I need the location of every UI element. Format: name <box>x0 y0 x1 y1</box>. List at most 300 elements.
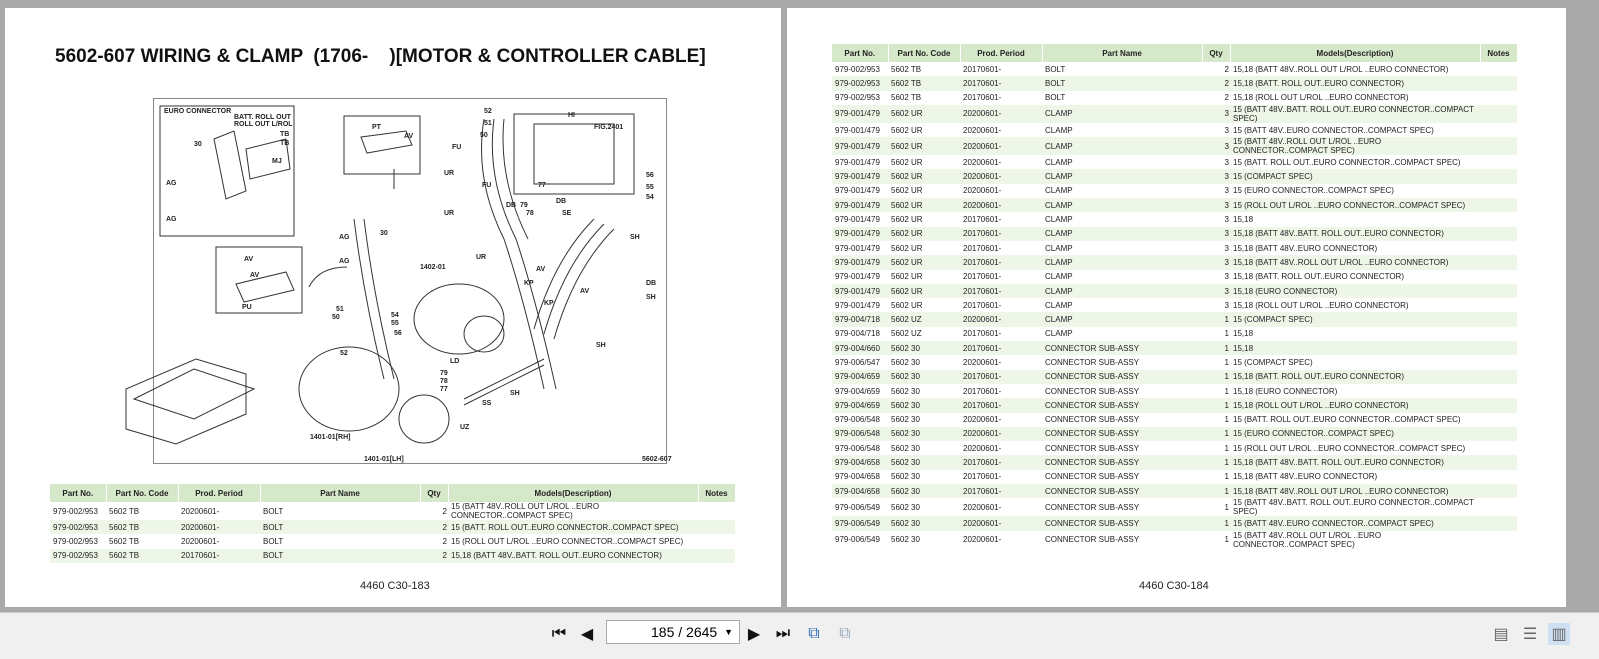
table-cell: 979-002/953 <box>835 93 880 103</box>
table-cell: 15 (COMPACT SPEC) <box>1230 169 1480 183</box>
table-cell: 5602 UR <box>891 272 923 282</box>
table-row <box>832 212 1517 226</box>
table-header <box>832 44 1517 62</box>
table-cell <box>1480 413 1517 427</box>
table-row <box>832 516 1517 530</box>
table-cell: CLAMP <box>1045 215 1073 225</box>
table-cell: 979-002/953 <box>53 536 98 546</box>
table-row <box>832 413 1517 427</box>
table-cell: CLAMP <box>1045 125 1073 135</box>
table-cell: 20200601- <box>963 186 1002 196</box>
table-cell: 5602 30 <box>888 341 960 355</box>
table-cell: 3 <box>1202 198 1230 212</box>
diagram-callout-label: UR <box>444 170 455 177</box>
table-cell: 979-001/479 <box>835 300 880 310</box>
parts-table-left <box>50 484 736 563</box>
table-cell: 1 <box>1224 502 1229 512</box>
table-cell: 15 (ROLL OUT L/ROL ..EURO CONNECTOR..COMPACT SPEC) <box>1230 198 1480 212</box>
table-cell: 20170601- <box>960 227 1042 241</box>
table-cell <box>1480 284 1517 298</box>
chevron-down-icon[interactable]: ▼ <box>724 627 733 637</box>
table-cell: 2 <box>420 549 448 563</box>
table-cell: 979-001/479 <box>835 243 880 253</box>
table-cell <box>698 502 735 520</box>
table-cell: BOLT <box>263 536 284 546</box>
diagram-callout-label: UR <box>476 254 487 261</box>
diagram-callout-label: UR <box>444 210 455 217</box>
table-cell: 5602 30 <box>891 502 920 512</box>
table-cell: 15,18 (BATT 48V..EURO CONNECTOR) <box>1233 243 1378 253</box>
diagram-callout-label: AV <box>404 133 414 140</box>
table-cell: 20170601- <box>963 472 1002 482</box>
table-cell: 20200601- <box>178 520 260 534</box>
diagram-callout-label: AV <box>244 256 254 263</box>
diagram-callout-label: 30 <box>380 230 388 237</box>
table-cell: 15,18 <box>1233 215 1254 225</box>
table-cell: 20170601- <box>963 300 1002 310</box>
table-cell: 1 <box>1224 357 1229 367</box>
table-cell: CLAMP <box>1042 284 1202 298</box>
diagram-callout-label: KP <box>544 300 554 307</box>
page-title: 5602-607 WIRING & CLAMP (1706- )[MOTOR & CONTROLLER CABLE] <box>55 46 706 67</box>
table-cell: CONNECTOR SUB-ASSY <box>1045 502 1140 512</box>
diagram-callout-label: 51 <box>336 306 344 313</box>
table-cell <box>698 534 735 548</box>
table-cell <box>1480 212 1517 226</box>
table-cell: 15,18 (BATT 48V..BATT. ROLL OUT..EURO CONNECTOR) <box>1230 455 1480 469</box>
column-header: Part Name <box>1042 44 1202 62</box>
table-cell: 20200601- <box>963 443 1002 453</box>
table-cell: 20170601- <box>960 398 1042 412</box>
table-cell: 1 <box>1202 455 1230 469</box>
table-cell: 20170601- <box>963 329 1002 339</box>
diagram-code: 5602-607 <box>642 456 672 463</box>
table-cell: 20200601- <box>960 198 1042 212</box>
diagram-callout-label: 51 <box>484 120 492 127</box>
table-row <box>832 137 1517 155</box>
table-cell: 979-006/549 <box>832 516 888 530</box>
table-cell: 5602 UR <box>888 284 960 298</box>
table-cell: 20200601- <box>960 105 1042 123</box>
diagram-callout-label: KP <box>524 280 534 287</box>
table-cell: 3 <box>1224 300 1229 310</box>
parts-table-right <box>832 44 1518 549</box>
column-header: Prod. Period <box>178 484 260 502</box>
table-cell: 1 <box>1224 329 1229 339</box>
table-cell: 5602 UZ <box>891 329 922 339</box>
diagram-callout-label: ROLL OUT L/ROL <box>234 121 293 128</box>
table-cell: CLAMP <box>1045 272 1073 282</box>
single-page-view-button[interactable] <box>1491 623 1511 645</box>
table-cell: CONNECTOR SUB-ASSY <box>1045 415 1140 425</box>
table-row <box>832 241 1517 255</box>
table-cell: 20170601- <box>963 93 1002 103</box>
table-cell: 5602 UR <box>888 255 960 269</box>
table-cell: 15,18 (BATT. ROLL OUT..EURO CONNECTOR) <box>1230 370 1480 384</box>
table-cell: 5602 UZ <box>888 312 960 326</box>
diagram-callout-label: AG <box>166 216 177 223</box>
table-cell: 979-002/953 <box>53 506 98 516</box>
table-cell: 15 (EURO CONNECTOR..COMPACT SPEC) <box>1233 186 1394 196</box>
table-cell <box>1480 441 1517 455</box>
table-cell: 5602 30 <box>891 443 920 453</box>
table-row <box>832 312 1517 326</box>
table-cell: 20200601- <box>960 137 1042 155</box>
diagram-callout-label: SH <box>646 294 656 301</box>
table-cell: 5602 UR <box>888 169 960 183</box>
column-header: Qty <box>420 484 448 502</box>
go-back-view-icon: ⧉ <box>808 625 820 642</box>
diagram-callout-label: 50 <box>480 132 488 139</box>
diagram-callout-label: DB <box>506 202 517 209</box>
diagram-callout-label: TB <box>280 131 290 138</box>
table-cell: 5602 TB <box>109 536 140 546</box>
go-forward-view-icon: ⧉ <box>839 625 851 642</box>
table-cell: 5602 UR <box>891 243 923 253</box>
two-page-view-button[interactable] <box>1548 623 1570 645</box>
table-cell: CONNECTOR SUB-ASSY <box>1045 472 1140 482</box>
last-page-button[interactable] <box>773 623 793 645</box>
table-cell: CLAMP <box>1042 105 1202 123</box>
table-cell: 5602 TB <box>109 506 140 516</box>
table-cell: 15,18 (EURO CONNECTOR) <box>1233 386 1338 396</box>
table-cell: 5602 UR <box>891 157 923 167</box>
table-cell <box>1480 270 1517 284</box>
table-cell: CONNECTOR SUB-ASSY <box>1045 535 1140 545</box>
table-row <box>832 227 1517 241</box>
table-cell: 15 (ROLL OUT L/ROL ..EURO CONNECTOR..COMPACT SPEC) <box>1233 443 1466 453</box>
table-cell <box>1480 498 1517 516</box>
next-page-button[interactable] <box>745 623 763 645</box>
table-cell: 979-002/953 <box>832 76 888 90</box>
table-cell: 5602 TB <box>106 549 178 563</box>
column-header: Qty <box>1202 44 1230 62</box>
table-cell: BOLT <box>263 506 284 516</box>
table-row <box>832 384 1517 398</box>
diagram-callout-label: 78 <box>526 210 534 217</box>
table-row <box>832 370 1517 384</box>
column-header: Part No. <box>50 484 106 502</box>
diagram-callout-label: 30 <box>194 141 202 148</box>
table-cell: 979-006/548 <box>835 443 880 453</box>
page-footer: 4460 C30-183 <box>360 580 430 592</box>
table-row <box>50 534 735 548</box>
wiring-diagram <box>153 98 672 464</box>
table-row <box>832 123 1517 137</box>
table-cell: 15 (BATT 48V..ROLL OUT L/ROL ..EURO CONNECTOR..COMPACT SPEC) <box>1230 137 1480 155</box>
table-cell: 20170601- <box>960 370 1042 384</box>
table-cell: 5602 UR <box>891 186 923 196</box>
table-cell: 1 <box>1224 535 1229 545</box>
continuous-page-view-button[interactable] <box>1520 623 1540 645</box>
table-cell: 15,18 (BATT 48V..BATT. ROLL OUT..EURO CONNECTOR) <box>1230 227 1480 241</box>
table-cell: 20200601- <box>960 516 1042 530</box>
table-cell: CLAMP <box>1045 186 1073 196</box>
table-cell: CLAMP <box>1042 169 1202 183</box>
table-row <box>832 484 1517 498</box>
table-cell: 5602 UR <box>891 215 923 225</box>
table-cell <box>1480 241 1517 255</box>
go-back-view-button[interactable] <box>803 623 825 645</box>
diagram-callout-label: 56 <box>646 172 654 179</box>
table-cell: 3 <box>1224 243 1229 253</box>
table-cell: 20200601- <box>960 427 1042 441</box>
table-cell: 20170601- <box>960 341 1042 355</box>
table-cell: 15,18 (EURO CONNECTOR) <box>1230 284 1480 298</box>
table-cell: CLAMP <box>1042 227 1202 241</box>
table-cell <box>1480 484 1517 498</box>
table-cell: 20170601- <box>960 76 1042 90</box>
diagram-callout-label: 78 <box>440 378 448 385</box>
table-cell: BOLT <box>260 549 420 563</box>
diagram-callout-label: FIG.2401 <box>594 124 624 131</box>
table-row <box>832 76 1517 90</box>
table-cell <box>1480 76 1517 90</box>
table-cell <box>1480 312 1517 326</box>
table-cell <box>1480 91 1517 105</box>
table-cell: 15,18 (ROLL OUT L/ROL ..EURO CONNECTOR) <box>1230 398 1480 412</box>
table-cell: 20200601- <box>181 536 220 546</box>
table-cell <box>1480 384 1517 398</box>
table-row <box>832 470 1517 484</box>
table-cell: 5602 30 <box>891 535 920 545</box>
diagram-callout-label: BATT. ROLL OUT <box>234 114 291 121</box>
table-cell: 3 <box>1224 186 1229 196</box>
diagram-callout-label: FU <box>482 182 492 189</box>
table-cell: 20200601- <box>963 415 1002 425</box>
table-cell: 979-004/659 <box>832 398 888 412</box>
table-header <box>50 484 735 502</box>
table-cell: 5602 UR <box>888 198 960 212</box>
table-cell: 20170601- <box>178 549 260 563</box>
table-cell <box>1480 427 1517 441</box>
table-cell: 15,18 (BATT 48V..EURO CONNECTOR) <box>1233 472 1378 482</box>
diagram-callout-label: DB <box>646 280 657 287</box>
table-cell: 1 <box>1224 443 1229 453</box>
table-row <box>832 298 1517 312</box>
table-cell: CLAMP <box>1042 137 1202 155</box>
table-cell: 979-002/953 <box>50 520 106 534</box>
table-cell: 1 <box>1202 516 1230 530</box>
table-cell: 20200601- <box>963 502 1002 512</box>
table-cell: 979-004/718 <box>835 329 880 339</box>
table-cell: 15,18 (BATT 48V..ROLL OUT L/ROL ..EURO CONNECTOR) <box>1230 484 1480 498</box>
table-cell: 20170601- <box>960 255 1042 269</box>
table-cell: CLAMP <box>1045 300 1073 310</box>
first-page-button[interactable] <box>549 623 569 645</box>
table-cell: 20170601- <box>960 284 1042 298</box>
diagram-callout-label: 52 <box>340 350 348 357</box>
table-cell: 15,18 <box>1233 329 1254 339</box>
table-cell: 15 (BATT 48V..EURO CONNECTOR..COMPACT SPEC) <box>1233 125 1434 135</box>
table-cell <box>1480 455 1517 469</box>
table-cell: 15 (BATT. ROLL OUT..EURO CONNECTOR..COMPACT SPEC) <box>1233 157 1461 167</box>
continuous-page-icon: ☰ <box>1522 626 1538 643</box>
table-cell: 20200601- <box>963 535 1002 545</box>
table-cell <box>1480 227 1517 241</box>
table-cell: 979-004/718 <box>832 312 888 326</box>
table-cell: 20170601- <box>963 386 1002 396</box>
table-cell: 1 <box>1224 386 1229 396</box>
single-page-icon: ▤ <box>1493 626 1509 643</box>
table-cell: BOLT <box>1045 64 1066 74</box>
table-cell: 15 (BATT 48V..EURO CONNECTOR..COMPACT SPEC) <box>1230 516 1480 530</box>
table-cell <box>1480 355 1517 369</box>
table-cell: 5602 UR <box>891 300 923 310</box>
table-cell: 3 <box>1224 272 1229 282</box>
diagram-callout-label: SH <box>630 234 640 241</box>
table-row <box>832 62 1517 76</box>
table-row <box>50 502 735 520</box>
diagram-callout-label: AV <box>250 272 260 279</box>
table-cell: 979-004/660 <box>832 341 888 355</box>
table-cell <box>1480 516 1517 530</box>
table-cell: 979-006/547 <box>835 357 880 367</box>
page-number-input[interactable] <box>606 620 740 644</box>
table-row <box>832 270 1517 284</box>
table-cell <box>1480 531 1517 549</box>
table-cell: 979-001/479 <box>835 157 880 167</box>
diagram-callout-label: 79 <box>520 202 528 209</box>
table-cell: 20170601- <box>963 272 1002 282</box>
table-cell: CONNECTOR SUB-ASSY <box>1045 443 1140 453</box>
table-cell: 5602 TB <box>891 64 922 74</box>
table-cell: 15,18 (BATT. ROLL OUT..EURO CONNECTOR) <box>1233 272 1404 282</box>
column-header: Notes <box>698 484 735 502</box>
table-cell: 979-001/479 <box>832 198 888 212</box>
table-cell: 5602 30 <box>891 472 920 482</box>
table-cell: 979-001/479 <box>832 105 888 123</box>
table-cell: 20200601- <box>181 506 220 516</box>
table-cell: 979-001/479 <box>832 227 888 241</box>
table-row <box>832 327 1517 341</box>
table-cell: 5602 30 <box>888 484 960 498</box>
table-cell: 979-001/479 <box>835 215 880 225</box>
table-cell: 3 <box>1202 255 1230 269</box>
table-cell: 979-004/658 <box>832 455 888 469</box>
table-cell: 20200601- <box>963 157 1002 167</box>
table-cell: 5602 TB <box>891 93 922 103</box>
diagram-callout-label: PT <box>372 124 381 131</box>
table-cell: 15,18 <box>1230 341 1480 355</box>
table-cell <box>1480 298 1517 312</box>
table-row <box>832 105 1517 123</box>
table-cell: CLAMP <box>1045 243 1073 253</box>
diagram-callout-label: 54 <box>646 194 654 201</box>
table-cell: 5602 UR <box>891 125 923 135</box>
table-cell <box>1480 184 1517 198</box>
table-cell: 5602 30 <box>891 357 920 367</box>
table-cell: 15 (BATT. ROLL OUT..EURO CONNECTOR..COMPACT SPEC) <box>1233 415 1461 425</box>
table-cell: 979-006/548 <box>835 415 880 425</box>
table-cell: 1 <box>1202 341 1230 355</box>
table-cell: 5602 30 <box>888 370 960 384</box>
table-cell: 979-004/659 <box>832 370 888 384</box>
table-cell: 2 <box>1202 76 1230 90</box>
table-cell <box>1480 62 1517 76</box>
previous-page-icon: ◀ <box>580 626 594 643</box>
two-page-icon: ▥ <box>1551 626 1567 643</box>
table-cell: 15 (BATT. ROLL OUT..EURO CONNECTOR..COMPACT SPEC) <box>448 520 698 534</box>
go-forward-view-button[interactable] <box>834 623 856 645</box>
diagram-callout-label: 55 <box>646 184 654 191</box>
table-cell: CONNECTOR SUB-ASSY <box>1042 370 1202 384</box>
table-cell: 979-002/953 <box>835 64 880 74</box>
diagram-callout-label: AG <box>166 180 177 187</box>
table-row <box>832 498 1517 516</box>
table-row <box>832 427 1517 441</box>
table-cell: CLAMP <box>1042 255 1202 269</box>
table-row <box>832 184 1517 198</box>
table-cell: 5602 TB <box>106 520 178 534</box>
first-page-icon: ⏮ <box>551 625 567 642</box>
table-cell: 1 <box>1202 312 1230 326</box>
table-cell: CONNECTOR SUB-ASSY <box>1042 455 1202 469</box>
table-cell: BOLT <box>1042 76 1202 90</box>
table-cell: CONNECTOR SUB-ASSY <box>1042 398 1202 412</box>
table-cell: 20170601- <box>963 243 1002 253</box>
column-header: Part Name <box>260 484 420 502</box>
diagram-callout-label: UZ <box>460 424 470 431</box>
diagram-callout-label: 1402-01 <box>420 264 446 271</box>
table-cell: 979-006/549 <box>835 502 880 512</box>
table-cell: 20170601- <box>963 64 1002 74</box>
diagram-callout-label: 79 <box>440 370 448 377</box>
column-header: Models(Description) <box>448 484 698 502</box>
table-cell: 3 <box>1224 157 1229 167</box>
table-cell: 20200601- <box>960 312 1042 326</box>
table-cell <box>1480 398 1517 412</box>
table-cell: CONNECTOR SUB-ASSY <box>1042 516 1202 530</box>
table-cell <box>1480 105 1517 123</box>
table-cell: 20170601- <box>960 455 1042 469</box>
pdf-toolbar <box>0 612 1599 659</box>
table-cell: 979-004/658 <box>835 472 880 482</box>
table-cell: 20200601- <box>960 169 1042 183</box>
diagram-callout-label: 1401-01[LH] <box>364 456 404 463</box>
table-cell: 979-004/659 <box>835 386 880 396</box>
column-header: Part No. Code <box>888 44 960 62</box>
previous-page-button[interactable] <box>578 623 596 645</box>
diagram-callout-label: AV <box>536 266 546 273</box>
table-cell: 2 <box>442 506 447 516</box>
table-row <box>832 455 1517 469</box>
diagram-callout-label: 1401-01[RH] <box>310 434 351 441</box>
table-cell: 979-001/479 <box>835 125 880 135</box>
table-cell: 979-004/658 <box>832 484 888 498</box>
diagram-callout-label: SH <box>510 390 520 397</box>
table-row <box>832 198 1517 212</box>
table-cell: 5602 TB <box>888 76 960 90</box>
table-cell: 1 <box>1202 398 1230 412</box>
table-cell: 5602 30 <box>888 455 960 469</box>
table-cell <box>1480 370 1517 384</box>
table-row <box>50 520 735 534</box>
table-cell <box>1480 155 1517 169</box>
table-cell: 15 (BATT 48V..ROLL OUT L/ROL ..EURO CONNECTOR..COMPACT SPEC) <box>451 502 600 520</box>
table-cell: 979-001/479 <box>832 284 888 298</box>
table-cell: 5602 30 <box>888 516 960 530</box>
table-cell: 15 (BATT 48V..ROLL OUT L/ROL ..EURO CONNECTOR..COMPACT SPEC) <box>1233 530 1382 549</box>
table-cell: 3 <box>1202 284 1230 298</box>
table-cell <box>698 520 735 534</box>
table-cell: 15 (BATT 48V..BATT. ROLL OUT..EURO CONNECTOR..COMPACT SPEC) <box>1233 498 1474 517</box>
table-cell: 3 <box>1224 125 1229 135</box>
table-row <box>832 398 1517 412</box>
table-cell: 3 <box>1202 169 1230 183</box>
table-cell: 5602 UR <box>888 227 960 241</box>
table-cell: 20200601- <box>963 357 1002 367</box>
